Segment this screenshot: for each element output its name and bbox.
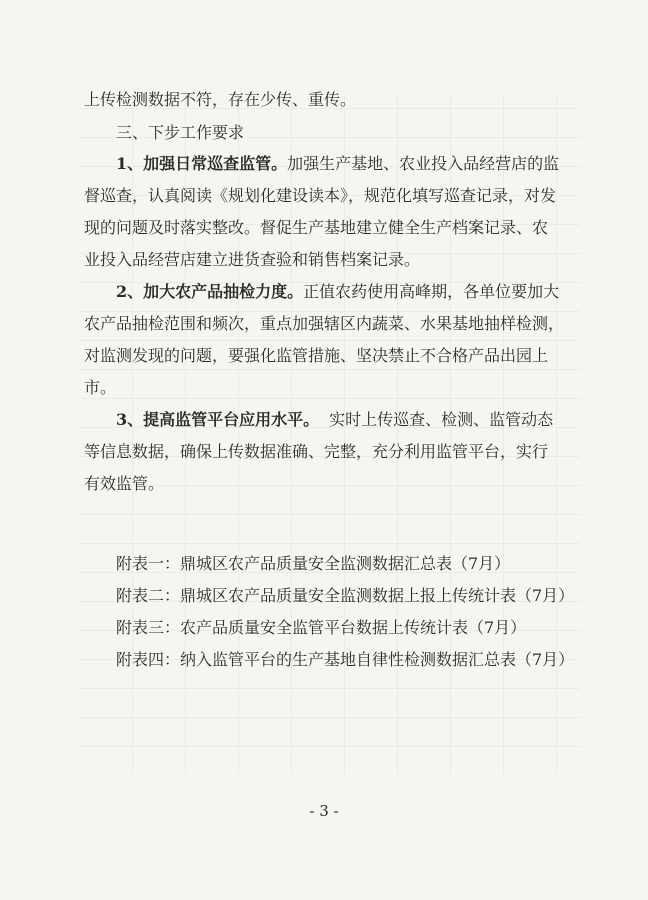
attachment-3: 附表三：农产品质量安全监管平台数据上传统计表（7月） bbox=[116, 618, 527, 637]
paragraph-2-line: 市。 bbox=[84, 378, 117, 397]
paragraph-2-lead: 2、加大农产品抽检力度。 bbox=[116, 282, 304, 301]
paragraph-1-line: 1、加强日常巡查监管。加强生产基地、农业投入品经营店的监 bbox=[116, 154, 560, 173]
paragraph-1-line: 督巡查，认真阅读《规划化建设读本》，规范化填写巡查记录，对发 bbox=[84, 186, 557, 205]
paragraph-2-line: 农产品抽检范围和频次，重点加强辖区内蔬菜、水果基地抽样检测， bbox=[84, 314, 565, 333]
section-heading: 三、下步工作要求 bbox=[116, 123, 245, 142]
paragraph-3-line: 等信息数据，确保上传数据准确、完整，充分利用监管平台，实行 bbox=[84, 442, 549, 461]
paragraph-3-lead: 3、提高监管平台应用水平。 bbox=[116, 410, 320, 429]
paragraph-1-line: 现的问题及时落实整改。督促生产基地建立健全生产档案记录、农 bbox=[84, 218, 549, 237]
text-line: 上传检测数据不符，存在少传、重传。 bbox=[84, 90, 357, 109]
paragraph-3-line: 有效监管。 bbox=[84, 474, 165, 493]
attachment-1: 附表一：鼎城区农产品质量安全监测数据汇总表（7月） bbox=[116, 554, 511, 573]
paragraph-1-line: 业投入品经营店建立进货查验和销售档案记录。 bbox=[84, 250, 421, 269]
attachment-2: 附表二：鼎城区农产品质量安全监测数据上报上传统计表（7月） bbox=[116, 586, 575, 605]
attachment-4: 附表四：纳入监管平台的生产基地自律性检测数据汇总表（7月） bbox=[116, 650, 575, 669]
paragraph-1-lead: 1、加强日常巡查监管。 bbox=[116, 154, 288, 173]
page-number: - 3 - bbox=[309, 802, 339, 820]
paragraph-3-line: 3、提高监管平台应用水平。 实时上传巡查、检测、监管动态 bbox=[116, 410, 554, 429]
paragraph-2-line: 2、加大农产品抽检力度。正值农药使用高峰期，各单位要加大 bbox=[116, 282, 560, 301]
paragraph-2-line: 对监测发现的问题，要强化监管措施、坚决禁止不合格产品出园上 bbox=[84, 346, 549, 365]
